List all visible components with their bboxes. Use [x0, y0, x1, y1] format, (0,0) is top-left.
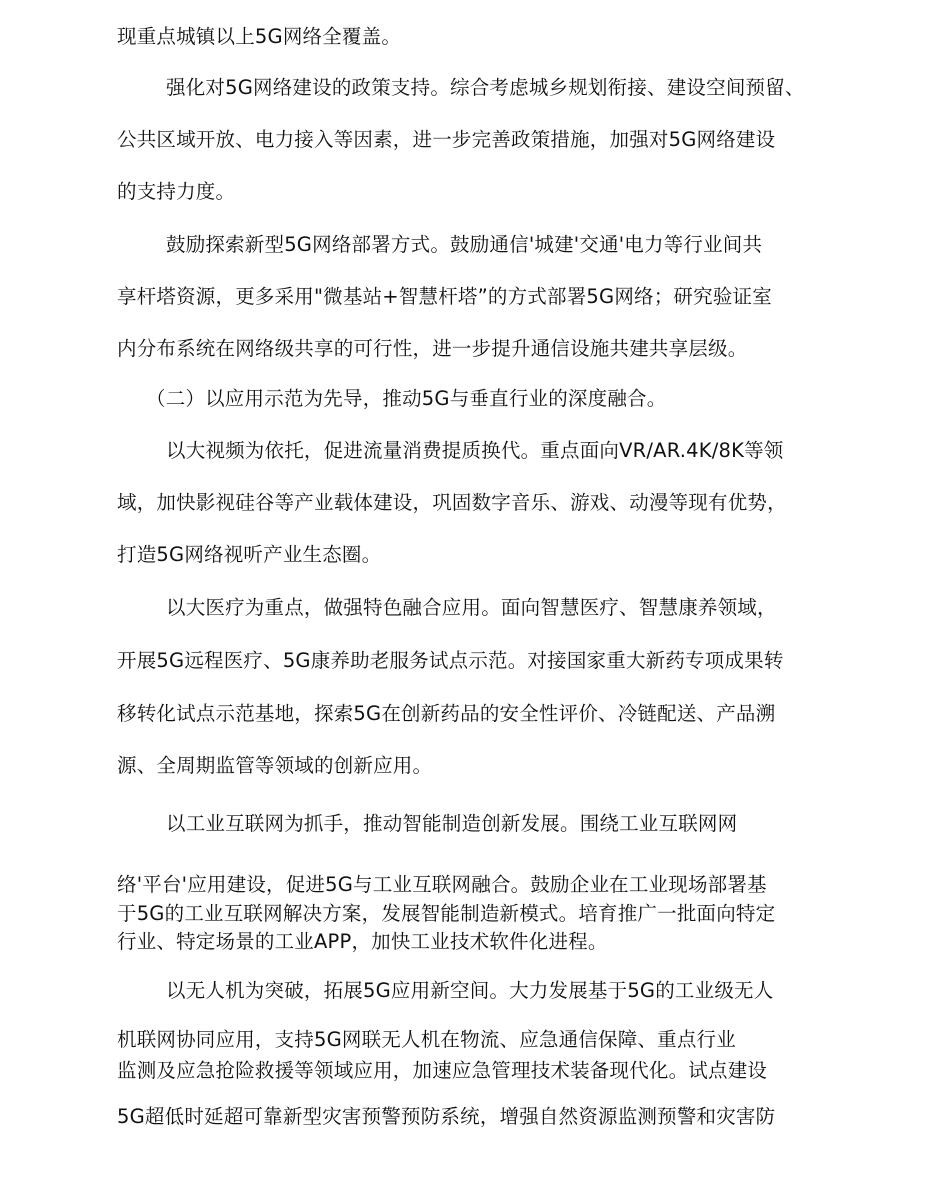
text-line: 享杆塔资源，更多采用"微基站+智慧杆塔”的方式部署5G网络；研究验证室 — [117, 285, 772, 308]
paragraph-start-line: 以大视频为依托，促进流量消费提质换代。重点面向VR/AR.4K/8K等领 — [166, 439, 784, 462]
text-line: 监测及应急抢险救援等领域应用，加速应急管理技术装备现代化。试点建设 — [117, 1059, 768, 1082]
section-heading: （二）以应用示范为先导，推动5G与垂直行业的深度融合。 — [146, 387, 667, 410]
text-line: 源、全周期监管等领域的创新应用。 — [117, 754, 433, 777]
text-line: 行业、特定场景的工业APP，加快工业技术软件化进程。 — [117, 930, 608, 953]
text-line: 5G超低时延超可靠新型灾害预警预防系统，增强自然资源监测预警和灾害防 — [117, 1105, 776, 1128]
paragraph-start-line: 鼓励探索新型5G网络部署方式。鼓励通信'城建'交通'电力等行业间共 — [166, 233, 763, 256]
text-line: 域，加快影视硅谷等产业载体建设，巩固数字音乐、游戏、动漫等现有优势， — [117, 491, 787, 514]
paragraph-start-line: 以工业互联网为抓手，推动智能制造创新发展。围绕工业互联网网 — [166, 812, 738, 835]
text-line: 内分布系统在网络级共享的可行性，进一步提升通信设施共建共享层级。 — [117, 337, 748, 360]
text-line: 机联网协同应用，支持5G网联无人机在物流、应急通信保障、重点行业 — [117, 1028, 736, 1051]
text-line: 的支持力度。 — [117, 180, 236, 203]
text-line: 开展5G远程医疗、5G康养助老服务试点示范。对接国家重大新药专项成果转 — [117, 649, 784, 672]
text-line: 络'平台'应用建设，促进5G与工业互联网融合。鼓励企业在工业现场部署基 — [117, 873, 767, 896]
text-line: 打造5G网络视听产业生态圈。 — [117, 543, 382, 566]
paragraph-start-line: 以无人机为突破，拓展5G应用新空间。大力发展基于5G的工业级无人 — [166, 979, 774, 1002]
paragraph-start-line: 以大医疗为重点，做强特色融合应用。面向智慧医疗、智慧康养领域， — [166, 596, 777, 619]
text-line: 于5G的工业互联网解决方案，发展智能制造新模式。培育推广一批面向特定 — [117, 902, 776, 925]
text-line: 公共区域开放、电力接入等因素，进一步完善政策措施，加强对5G网络建设 — [117, 128, 776, 151]
text-line: 移转化试点示范基地，探索5G在创新药品的安全性评价、冷链配送、产品溯 — [117, 702, 776, 725]
paragraph-start-line: 强化对5G网络建设的政策支持。综合考虑城乡规划衔接、建设空间预留、 — [166, 76, 805, 99]
text-line: 现重点城镇以上5G网络全覆盖。 — [117, 25, 402, 48]
